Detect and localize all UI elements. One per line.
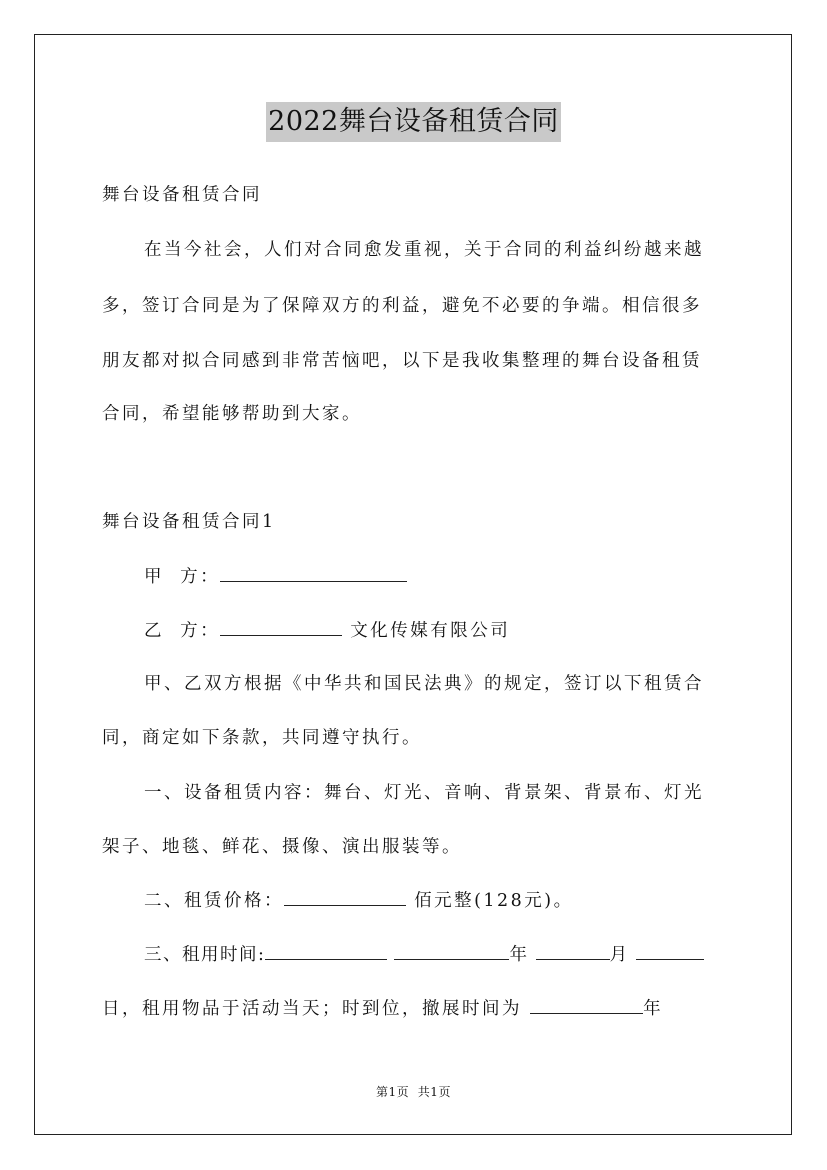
party-a-label: 甲 方：: [144, 567, 221, 587]
clause3-line2-text: 日，租用物品于活动当天；时到位，撤展时间为: [102, 999, 522, 1019]
clause1-line-1: 一、设备租赁内容：舞台、灯光、音响、背景架、背景布、灯光: [144, 783, 704, 803]
intro-line-4: 合同，希望能够帮助到大家。: [102, 404, 362, 424]
subtitle: 舞台设备租赁合同: [102, 185, 262, 205]
clause3-line-2: [102, 995, 727, 1020]
clause2-label: 二、租赁价格：: [144, 891, 284, 911]
clause1-line-2: 架子、地毯、鲜花、摄像、演出服装等。: [102, 837, 462, 857]
party-b-blank: [220, 618, 342, 636]
clause3-label: 三、租用时间:: [144, 945, 266, 965]
clause2-line: [144, 887, 769, 912]
clause3-blank-1: [265, 942, 387, 960]
page-footer: 第1页 共1页: [376, 1085, 451, 1099]
section-title: 舞台设备租赁合同1: [102, 512, 276, 532]
agreement-line-2: 同，商定如下条款，共同遵守执行。: [102, 728, 422, 748]
party-b-line: [144, 617, 769, 642]
title-container: [0, 102, 827, 142]
document-title: 2022舞台设备租赁合同: [266, 102, 561, 142]
clause3-blank-2: [394, 942, 509, 960]
party-b-label: 乙 方：: [144, 621, 221, 641]
clause2-suffix: 佰元整(128元)。: [414, 891, 574, 911]
intro-line-3: 朋友都对拟合同感到非常苦恼吧，以下是我收集整理的舞台设备租赁: [102, 351, 702, 371]
party-a-line: [144, 563, 769, 588]
party-b-suffix: 文化传媒有限公司: [350, 621, 511, 641]
agreement-line-1: 甲、乙双方根据《中华共和国民法典》的规定，签订以下租赁合: [144, 674, 704, 694]
clause3-blank-5: [530, 996, 643, 1014]
clause2-blank: [284, 888, 406, 906]
intro-line-2: 多，签订合同是为了保障双方的利益，避免不必要的争端。相信很多: [102, 296, 702, 316]
clause3-line2-end: 年: [643, 999, 664, 1019]
clause3-blank-4: [636, 942, 704, 960]
party-a-blank: [220, 564, 407, 582]
clause3-month: 月: [609, 945, 629, 965]
clause3-line-1: [144, 941, 769, 966]
clause3-blank-3: [536, 942, 610, 960]
clause3-year: 年: [509, 945, 529, 965]
intro-line-1: 在当今社会，人们对合同愈发重视，关于合同的利益纠纷越来越: [144, 240, 704, 260]
